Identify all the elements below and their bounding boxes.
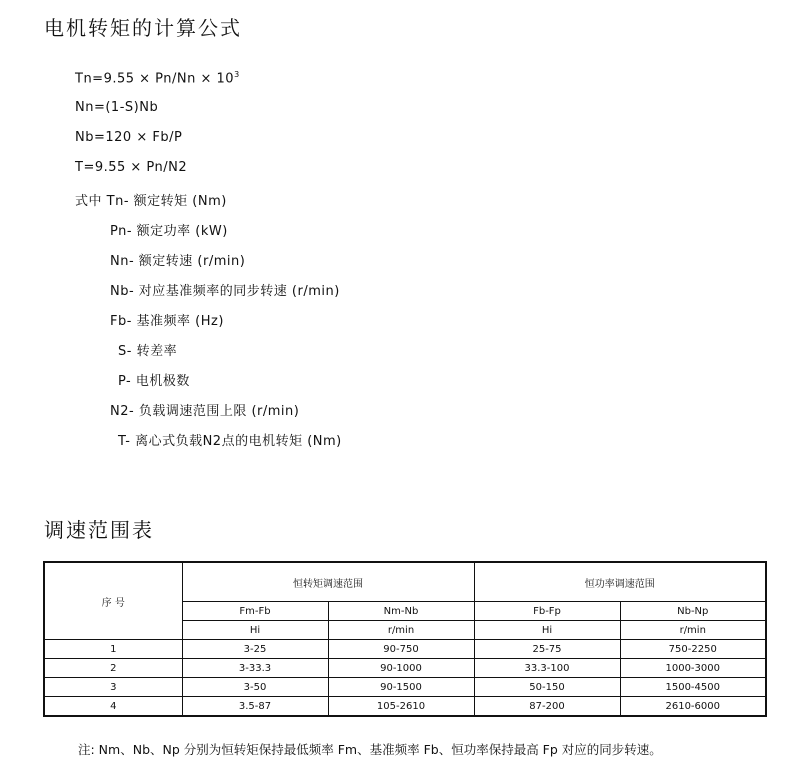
- table-cell: 3-33.3: [182, 659, 328, 678]
- formula-torque: T=9.55 × Pn/N2: [75, 160, 188, 175]
- table-cell: 25-75: [474, 640, 620, 659]
- definition-line: 式中 Tn- 额定转矩 (Nm): [75, 194, 227, 209]
- table-row: [44, 640, 766, 659]
- table-cell: 4: [44, 697, 182, 717]
- constant-torque-header: 恒转矩调速范围: [182, 562, 474, 602]
- table-cell: 105-2610: [328, 697, 474, 717]
- table-row: [44, 678, 766, 697]
- table-row: [44, 697, 766, 717]
- table-cell: 1000-3000: [620, 659, 766, 678]
- speed-range-table: [43, 561, 767, 717]
- formula-sync-speed: Nb=120 × Fb/P: [75, 130, 183, 145]
- definition-line: N2- 负载调速范围上限 (r/min): [110, 404, 300, 419]
- table-cell: 2610-6000: [620, 697, 766, 717]
- sub-header: Nb-Np: [620, 602, 766, 621]
- unit-cell: Hi: [474, 621, 620, 640]
- unit-cell: r/min: [328, 621, 474, 640]
- table-cell: 3-50: [182, 678, 328, 697]
- constant-power-header: 恒功率调速范围: [474, 562, 766, 602]
- unit-cell: Hi: [182, 621, 328, 640]
- table-cell: 33.3-100: [474, 659, 620, 678]
- table-cell: 3: [44, 678, 182, 697]
- formula-rated-torque-exponent: 3: [234, 70, 240, 79]
- table-cell: 1: [44, 640, 182, 659]
- seq-header: 序 号: [44, 562, 182, 640]
- unit-cell: r/min: [620, 621, 766, 640]
- definition-line: T- 离心式负载N2点的电机转矩 (Nm): [118, 434, 342, 449]
- table-cell: 3-25: [182, 640, 328, 659]
- sub-header: Fm-Fb: [182, 602, 328, 621]
- table-cell: 3.5-87: [182, 697, 328, 717]
- table-cell: 750-2250: [620, 640, 766, 659]
- definition-line: Nb- 对应基准频率的同步转速 (r/min): [110, 284, 340, 299]
- sub-header: Fb-Fp: [474, 602, 620, 621]
- definition-line: Pn- 额定功率 (kW): [110, 224, 228, 239]
- definition-line: S- 转差率: [118, 344, 178, 359]
- table-note: 注: Nm、Nb、Np 分别为恒转矩保持最低频率 Fm、基准频率 Fb、恒功率保持最高 Fp 对应的同步转速。: [78, 742, 662, 757]
- table-cell: 1500-4500: [620, 678, 766, 697]
- table-cell: 90-750: [328, 640, 474, 659]
- formula-rated-torque-main: Tn=9.55 × Pn/Nn × 10: [75, 71, 235, 87]
- page-title: 电机转矩的计算公式: [44, 16, 242, 40]
- definition-line: P- 电机极数: [118, 374, 190, 389]
- table-cell: 90-1000: [328, 659, 474, 678]
- table-cell: 90-1500: [328, 678, 474, 697]
- table-cell: 2: [44, 659, 182, 678]
- formula-rated-torque: [75, 70, 240, 86]
- table-row: [44, 659, 766, 678]
- definition-line: Nn- 额定转速 (r/min): [110, 254, 246, 269]
- definition-line: Fb- 基准频率 (Hz): [110, 314, 224, 329]
- table-cell: 87-200: [474, 697, 620, 717]
- table-cell: 50-150: [474, 678, 620, 697]
- formula-rated-speed: Nn=(1-S)Nb: [75, 100, 159, 115]
- sub-header: Nm-Nb: [328, 602, 474, 621]
- table-title: 调速范围表: [44, 518, 154, 542]
